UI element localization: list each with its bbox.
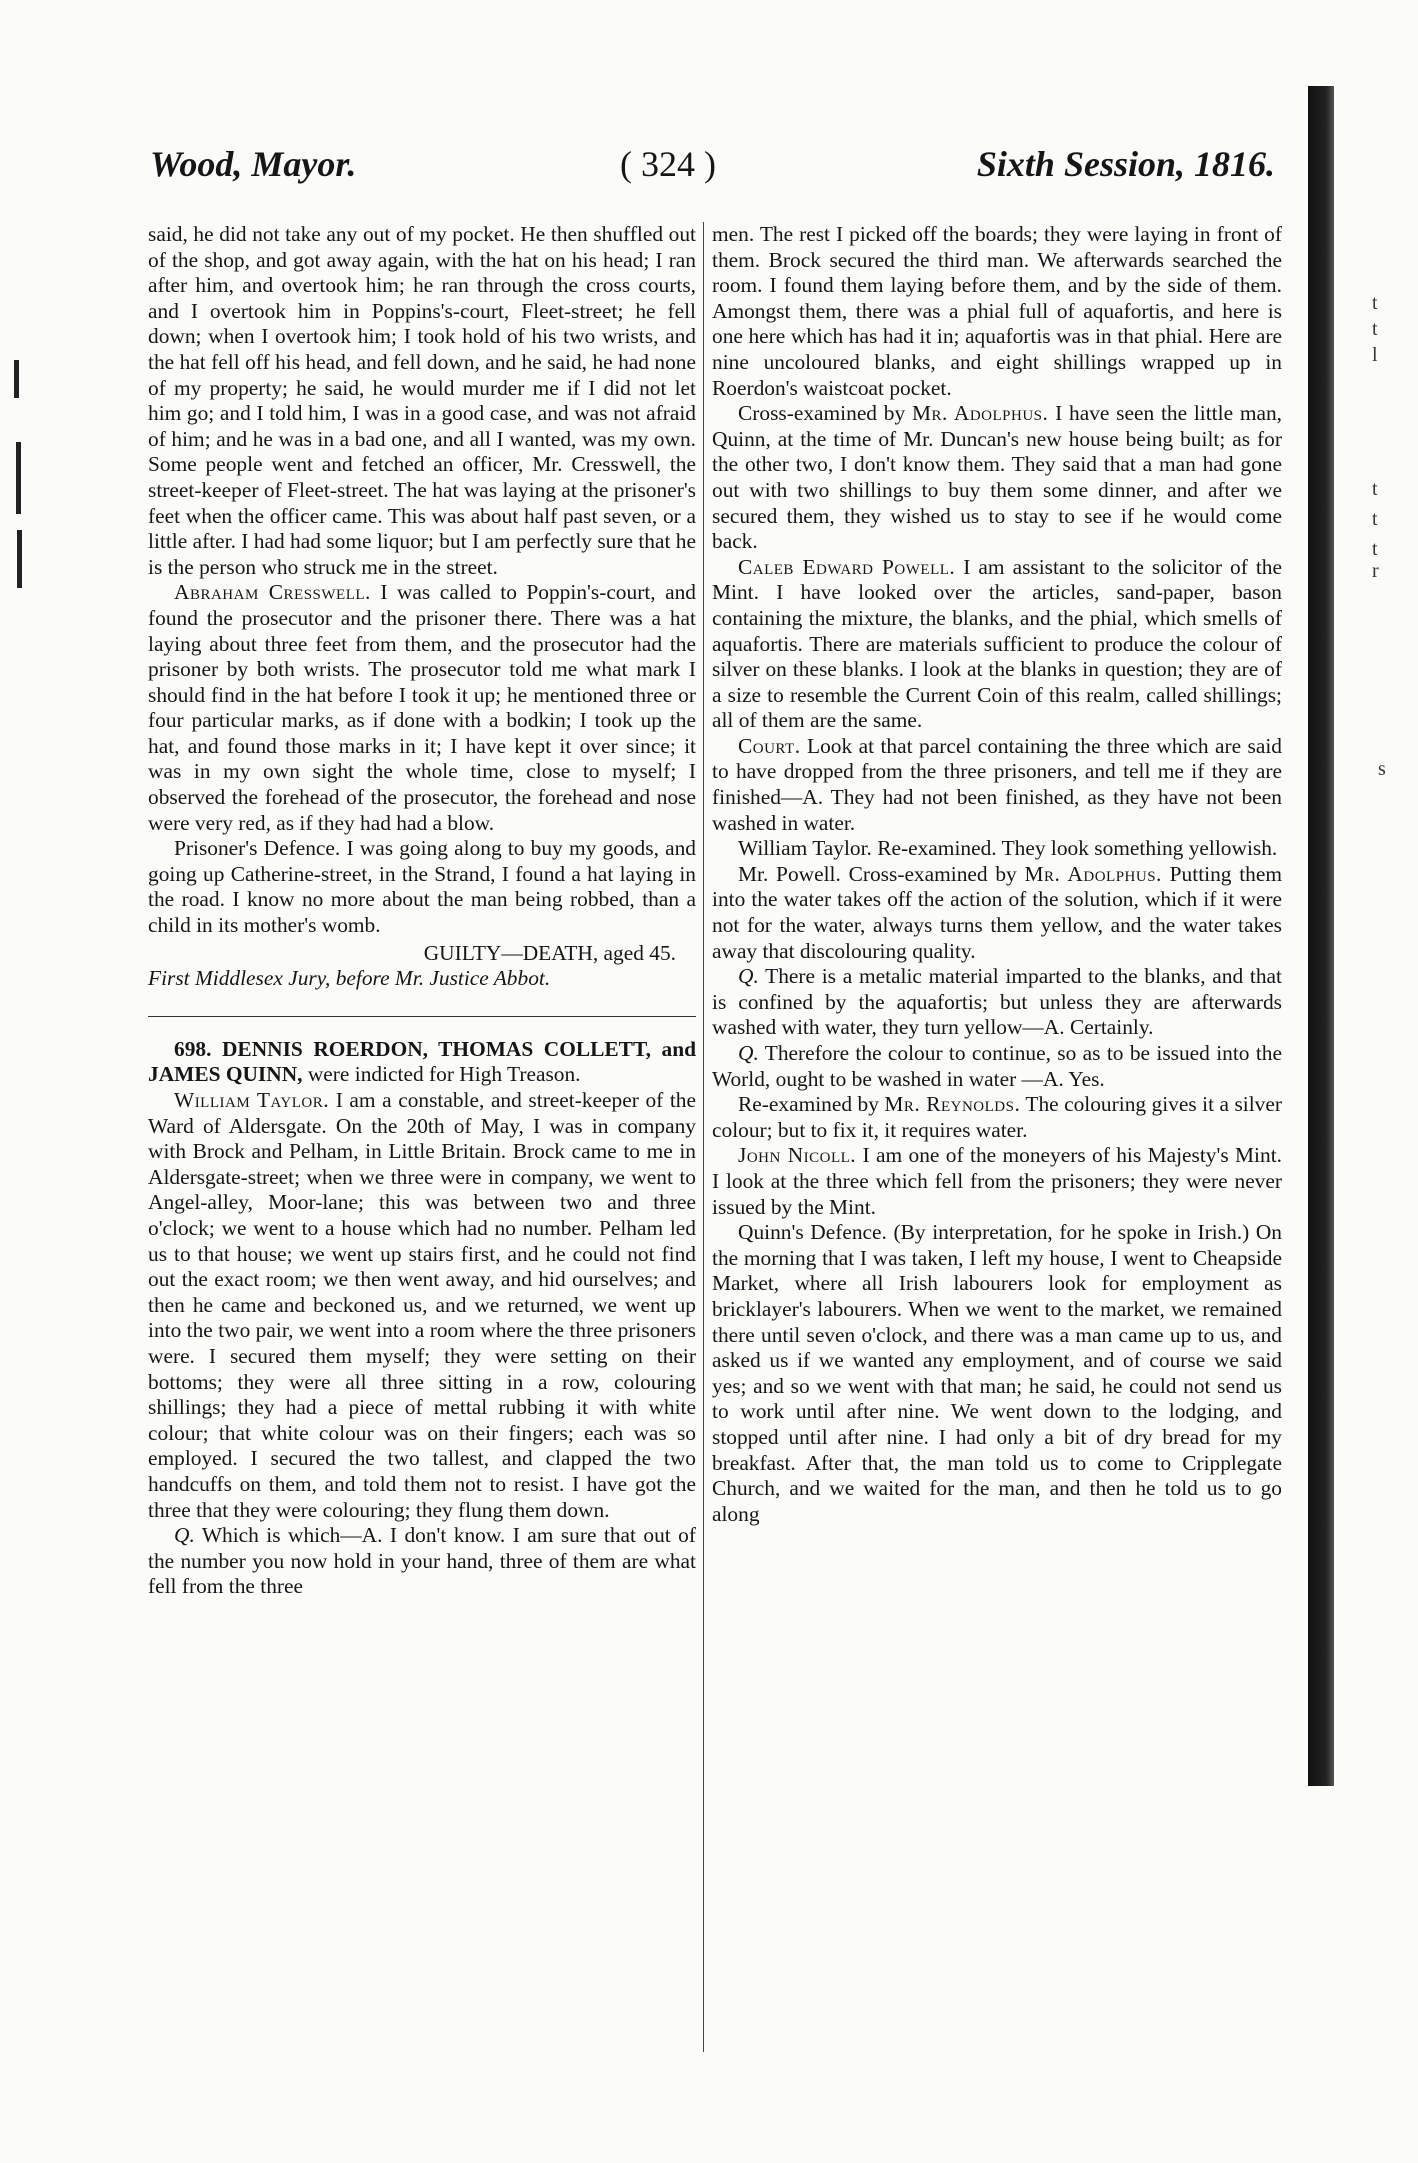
margin-letter: l	[1372, 344, 1378, 366]
paragraph-lead: Mr. Powell. Cross-examined by	[738, 861, 1025, 886]
paragraph	[148, 1523, 696, 1600]
paragraph-text: I am a constable, and street-keeper of the Ward of Aldersgate. On the 20th of May, I was in company with Brock and Pelham, in Little Britain. Brock came to me in Aldersgate-street; when we three were in company, we went to Angel-alley, Moor-lane; this was between two and three o'clock; we went to a house which had no number. Pelham led us to that house; we went up stairs first, and he could not find out the exact room; we then went away, and hid ourselves; and then he came and beckoned us, and we returned, we went up into the two pair, we went into a room where the three prisoners were. I secured them myself; they were setting on their bottoms; they were all three sitting in a row, colouring shillings; they had a piece of mettal rubbing it with white colour; that white colour was on their fingers; each was so employed. I secured the two tallest, and clapped the two handcuffs on them, and told them not to resist. I have got the three that they were colouring; they flung them down.	[148, 1088, 697, 1522]
paragraph: said, he did not take any out of my pocket. He then shuffled out of the shop, and got away again, with the hat on his head; I ran after him, and overtook him; he ran through the cross courts, and I overtook him in Poppins's-court, Fleet-street; he fell down; when I overtook him; I took hold of his two wrists, and the hat fell off his head, and fell down, and he said, he had none of my property; he said, he would murder me if I did not let him go; and I told him, I was in a good case, and was not afraid of him; and he was in a bad one, and all I wanted, was my own. Some people went and fetched an officer, Mr. Cresswell, the street-keeper of Fleet-street. The hat was laying at the prisoner's feet when the officer came. This was about half past seven, or a little after. I had had some liquor; but I am perfectly sure that he is the person who struck me in the street.	[148, 222, 696, 579]
paragraph-text: Which is which—A. I don't know. I am sure that out of the number you now hold in your hand, three of them are what fell from the three	[148, 1523, 696, 1599]
paragraph	[712, 1143, 1282, 1220]
paragraph-text: Look at that parcel containing the three which are said to have dropped from the three prisoners, and tell me if they are finished—A. They had not been finished, as they have not been washed in water.	[712, 733, 1282, 835]
margin-letter: t	[1372, 508, 1378, 530]
paragraph-lead: Cross-examined by	[738, 401, 912, 426]
page-number: ( 324 )	[620, 144, 716, 184]
margin-letter: t	[1372, 538, 1378, 560]
speaker-name: Mr. Adolphus.	[911, 401, 1049, 426]
paragraph	[148, 1088, 696, 1523]
speaker-name: Abraham Cresswell.	[174, 580, 371, 605]
paragraph	[712, 964, 1282, 1041]
paragraph: William Taylor. Re-examined. They look something yellowish.	[738, 836, 1278, 861]
charge: were indicted for High Treason.	[302, 1062, 581, 1087]
binding-edge-shadow	[1308, 86, 1334, 1786]
column-divider	[703, 222, 704, 2052]
paragraph-text: There is a metalic material imparted to the blanks, and that is confined by the aquafortis; but unless they are afterwards washed with water, they turn yellow—A. Certainly.	[712, 964, 1282, 1040]
verdict: GUILTY—DEATH, aged 45.	[423, 940, 676, 965]
margin-letter: r	[1372, 560, 1379, 582]
speaker-name: William Taylor.	[174, 1088, 330, 1112]
defendants: DENNIS ROERDON, THOMAS COLLETT, and JAMES QUINN,	[148, 1036, 696, 1087]
paragraph	[712, 555, 1282, 734]
margin-letter: t	[1372, 318, 1378, 340]
header-left: Wood, Mayor.	[150, 144, 357, 184]
speaker-name: Mr. Adolphus.	[1024, 861, 1162, 886]
paragraph-text: I am one of the moneyers of his Majesty's Mint. I look at the three which fell from the prisoners; they were never issued by the Mint.	[712, 1143, 1282, 1219]
case-separator	[148, 1016, 696, 1017]
paragraph: men. The rest I picked off the boards; they were laying in front of them. Brock secured the third man. We afterwards searched the room. I found them laying before them, and by the side of them. Amongst them, there was a phial full of aquafortis, and here is one here which has had it in; aquafortis was in that phial. Here are nine uncoloured blanks, and eight shillings wrapped up in Roerdon's waistcoat pocket.	[712, 222, 1282, 400]
paragraph-text: The colouring gives it a silver colour; but to fix it, it requires water.	[712, 1092, 1282, 1142]
margin-mark	[14, 360, 19, 398]
paragraph	[712, 862, 1282, 964]
paragraph	[712, 734, 1282, 836]
paragraph-text: Putting them into the water takes off the action of the solution, which if it were not for the water, always turns them yellow, and the water takes away that discolouring quality.	[712, 861, 1282, 963]
paragraph	[712, 1041, 1282, 1092]
margin-mark	[16, 442, 21, 514]
margin-letter: s	[1378, 758, 1386, 780]
right-column	[712, 222, 1282, 1527]
paragraph	[148, 580, 696, 836]
margin-letter: t	[1372, 292, 1378, 314]
paragraph-lead: Re-examined by	[738, 1092, 885, 1117]
case-heading	[148, 1037, 696, 1088]
paragraph-text: Therefore the colour to continue, so as to be issued into the World, ought to be washed in water —A. Yes.	[712, 1041, 1282, 1091]
paragraph	[712, 401, 1282, 555]
paragraph: Prisoner's Defence. I was going along to buy my goods, and going up Catherine-street, in the Strand, I found a hat laying in the road. I know no more about the man being robbed, than a child in its mother's womb.	[148, 836, 696, 938]
margin-mark	[17, 530, 22, 588]
paragraph-text: I have seen the little man, Quinn, at the time of Mr. Duncan's new house being built; as for the other two, I don't know them. They said that a man had gone out with two shillings to buy them some dinner, and after we secured them, they wished us to stay to see if he would come back.	[712, 401, 1282, 554]
case-number: 698.	[174, 1036, 212, 1061]
question-mark: Q.	[174, 1523, 195, 1548]
paragraph: Quinn's Defence. (By interpretation, for he spoke in Irish.) On the morning that I was taken, I left my house, I went to Cheapside Market, where all Irish labourers look for employment as bricklayer's labourers. When we went to the market, we remained there until seven o'clock, and there was a man came up to us, and asked us if we wanted any employment, and of course we said yes; and so we went with that man; he said, he could not send us to work until after nine. We went down to the lodging, and stopped until after nine. I had only a bit of dry bread for my breakfast. After that, the man told us to come to Cripplegate Church, and we waited for the man, and then he told us to go along	[712, 1220, 1282, 1526]
margin-letter: t	[1372, 478, 1378, 500]
question-mark: Q.	[738, 964, 759, 989]
left-column	[148, 222, 696, 1600]
speaker-name: Caleb Edward Powell.	[738, 554, 956, 579]
jury-note: First Middlesex Jury, before Mr. Justice Abbot.	[148, 966, 551, 991]
question-mark: Q.	[738, 1041, 759, 1065]
speaker-name: Court.	[738, 733, 801, 758]
speaker-name: Mr. Reynolds.	[884, 1092, 1021, 1117]
header-right: Sixth Session, 1816.	[976, 144, 1275, 184]
running-header	[150, 143, 1275, 193]
speaker-name: John Nicoll.	[738, 1143, 857, 1168]
paragraph-text: I was called to Poppin's-court, and found the prosecutor and the prisoner there. There was a hat laying about three feet from them, and the prosecutor had the prisoner by both wrists. The prosecutor told me what mark I should find in the hat before I took it up; he mentioned three or four particular marks, as if done with a bodkin; I took up the hat, and found those marks in it; I have kept it over since; it was in my own sight the whole time, close to myself; I observed the forehead of the prosecutor, the forehead and nose were very red, as if they had had a blow.	[148, 580, 696, 835]
paragraph-text: I am assistant to the solicitor of the Mint. I have looked over the articles, sand-paper, bason containing the mixture, the blanks, and the phial, which smells of aquafortis. There are materials sufficient to produce the colour of silver on these blanks. I look at the blanks in question; they are of a size to resemble the Current Coin of this realm, called shillings; all of them are the same.	[712, 554, 1282, 733]
paragraph	[712, 1092, 1282, 1143]
